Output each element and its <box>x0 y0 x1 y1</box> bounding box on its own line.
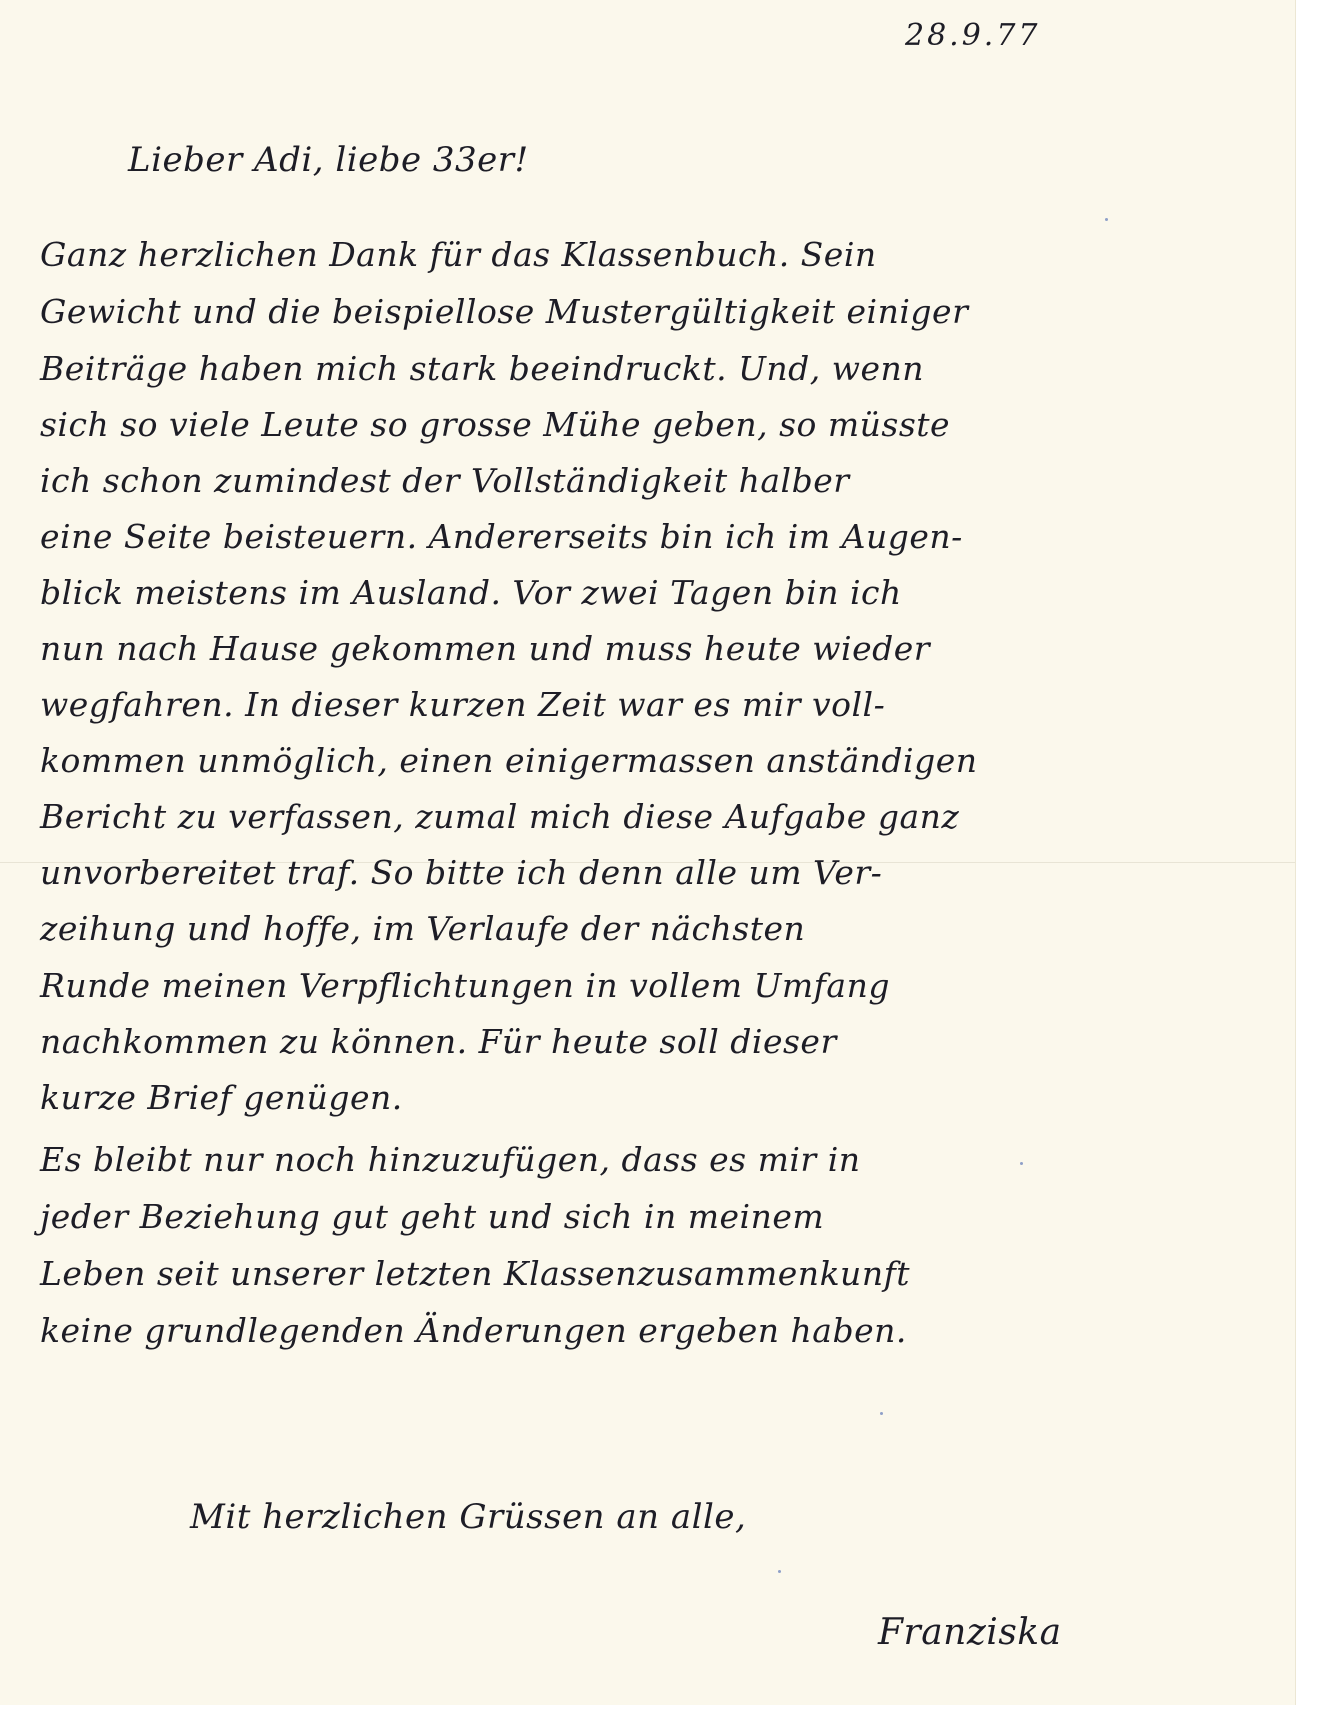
letter-line: wegfahren. In dieser kurzen Zeit war es mir voll- <box>40 685 886 724</box>
ink-speck <box>778 1570 781 1573</box>
letter-salutation: Lieber Adi, liebe 33er! <box>128 140 529 180</box>
ink-speck <box>880 1412 883 1415</box>
paper-edge <box>1295 0 1326 1715</box>
letter-line: blick meistens im Ausland. Vor zwei Tagen bin ich <box>40 573 902 612</box>
letter-line: Es bleibt nur noch hinzuzufügen, dass es mir in <box>40 1140 861 1179</box>
letter-line: Gewicht und die beispiellose Mustergültigkeit einiger <box>40 292 969 331</box>
letter-line: Runde meinen Verpflichtungen in vollem Umfang <box>40 966 890 1005</box>
letter-line: jeder Beziehung gut geht und sich in meinem <box>40 1197 825 1236</box>
letter-line: Beiträge haben mich stark beeindruckt. Und, wenn <box>40 349 925 388</box>
letter-line: kommen unmöglich, einen einigermassen anständigen <box>40 741 978 780</box>
signature: Franziska <box>878 1612 1062 1653</box>
letter-line: unvorbereitet traf. So bitte ich denn alle um Ver- <box>40 853 883 892</box>
letter-line: ich schon zumindest der Vollständigkeit halber <box>40 461 850 500</box>
letter-date: 28.9.77 <box>905 18 1041 53</box>
letter-closing: Mit herzlichen Grüssen an alle, <box>190 1497 747 1537</box>
paper-bottom-edge <box>0 1705 1326 1715</box>
letter-line: Ganz herzlichen Dank für das Klassenbuch. Sein <box>40 235 877 274</box>
letter-line: zeihung und hoffe, im Verlaufe der nächsten <box>40 909 806 948</box>
ink-speck <box>1105 218 1108 221</box>
letter-line: eine Seite beisteuern. Andererseits bin ich im Augen- <box>40 517 963 556</box>
letter-line: Bericht zu verfassen, zumal mich diese Aufgabe ganz <box>40 797 960 836</box>
letter-line: nachkommen zu können. Für heute soll dieser <box>40 1022 837 1061</box>
letter-line: sich so viele Leute so grosse Mühe geben, so müsste <box>40 405 951 444</box>
letter-line: keine grundlegenden Änderungen ergeben haben. <box>40 1311 907 1350</box>
letter-line: Leben seit unserer letzten Klassenzusammenkunft <box>40 1254 911 1293</box>
letter-line: nun nach Hause gekommen und muss heute wieder <box>40 629 931 668</box>
ink-speck <box>1020 1162 1023 1165</box>
letter-line: kurze Brief genügen. <box>40 1078 403 1117</box>
